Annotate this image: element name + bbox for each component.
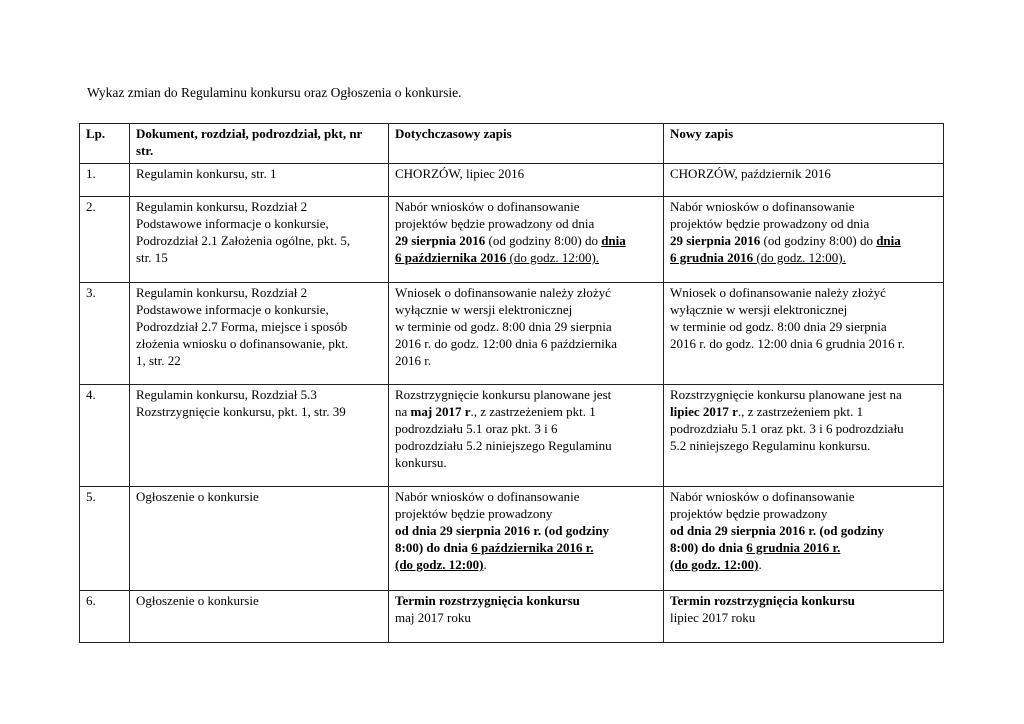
text-run: ., z zastrzeżeniem pkt. 1: [470, 404, 596, 419]
table-row: [80, 283, 944, 385]
old-text-line: [395, 284, 657, 301]
document-line: Regulamin konkursu, str. 1: [136, 166, 277, 181]
text-run: Nabór wniosków o dofinansowanie: [670, 489, 855, 504]
text-run: (od godziny 8:00) do: [760, 233, 877, 248]
text-run: 6 października 2016: [395, 250, 507, 265]
old-text-line: [395, 488, 657, 505]
text-run: 6 października 2016 r.: [471, 540, 594, 555]
document-line: Ogłoszenie o konkursie: [136, 593, 259, 608]
text-run: Nabór wniosków o dofinansowanie: [395, 489, 580, 504]
text-run: dnia: [601, 233, 626, 248]
cell-document: [130, 591, 389, 643]
text-run: Nabór wniosków o dofinansowanie: [670, 199, 855, 214]
text-run: 2016 r. do godz. 12:00 dnia 6 grudnia 2016 r.: [670, 336, 905, 351]
document-line: Ogłoszenie o konkursie: [136, 489, 259, 504]
text-run: projektów będzie prowadzony: [670, 506, 828, 521]
text-run: (do godz. 12:00).: [753, 250, 846, 265]
new-text-line: [670, 386, 937, 403]
new-text-line: [670, 198, 937, 215]
text-run: Wniosek o dofinansowanie należy złożyć: [670, 285, 886, 300]
new-text-line: [670, 522, 937, 539]
document-line: Regulamin konkursu, Rozdział 5.3: [136, 387, 317, 402]
table-row: [80, 385, 944, 487]
new-text-line: [670, 215, 937, 232]
text-run: podrozdziału 5.2 niniejszego Regulaminu: [395, 438, 612, 453]
old-text-line: [395, 539, 657, 556]
text-run: .: [758, 557, 762, 572]
cell-old-text: [389, 164, 664, 197]
old-text-line: [395, 318, 657, 335]
header-old-text: Dotychczasowy zapis: [389, 124, 664, 164]
old-text-line: [395, 165, 657, 182]
cell-lp: 3.: [80, 283, 130, 385]
old-text-line: [395, 609, 657, 626]
cell-new-text: [664, 283, 944, 385]
new-text-line: [670, 505, 937, 522]
cell-old-text: [389, 283, 664, 385]
new-text-line: [670, 437, 937, 454]
document-line: Rozstrzygnięcie konkursu, pkt. 1, str. 39: [136, 404, 346, 419]
old-text-line: [395, 454, 657, 471]
cell-old-text: [389, 197, 664, 283]
text-run: Nabór wniosków o dofinansowanie: [395, 199, 580, 214]
document-line: Podrozdział 2.1 Założenia ogólne, pkt. 5,: [136, 233, 351, 248]
old-text-line: [395, 420, 657, 437]
new-text-line: [670, 420, 937, 437]
cell-new-text: [664, 487, 944, 591]
old-text-line: [395, 522, 657, 539]
text-run: projektów będzie prowadzony od dnia: [670, 216, 870, 231]
text-run: Rozstrzygnięcie konkursu planowane jest na: [670, 387, 902, 402]
text-run: Rozstrzygnięcie konkursu planowane jest: [395, 387, 612, 402]
text-run: dnia: [876, 233, 901, 248]
old-text-line: [395, 505, 657, 522]
text-run: projektów będzie prowadzony od dnia: [395, 216, 595, 231]
new-text-line: [670, 556, 937, 573]
cell-new-text: [664, 385, 944, 487]
old-text-line: [395, 556, 657, 573]
text-run: (do godz. 12:00).: [506, 250, 600, 265]
new-text-line: [670, 232, 937, 249]
document-line: 1, str. 22: [136, 353, 181, 368]
text-run: 8:00) do dnia: [395, 540, 472, 555]
cell-old-text: [389, 487, 664, 591]
old-text-line: [395, 352, 657, 369]
new-text-line: [670, 403, 937, 420]
document-line: Podstawowe informacje o konkursie,: [136, 216, 329, 231]
old-text-line: [395, 249, 657, 266]
text-run: Termin rozstrzygnięcia konkursu: [670, 593, 855, 608]
text-run: 29 sierpnia 2016: [670, 233, 761, 248]
text-run: lipiec 2017 r: [670, 404, 738, 419]
text-run: (do godz. 12:00): [670, 557, 759, 572]
header-document: Dokument, rozdział, podrozdział, pkt, nr str.: [130, 124, 389, 164]
text-run: (do godz. 12:00): [395, 557, 484, 572]
new-text-line: [670, 335, 937, 352]
cell-lp: 4.: [80, 385, 130, 487]
text-run: Wniosek o dofinansowanie należy złożyć: [395, 285, 611, 300]
old-text-line: [395, 232, 657, 249]
old-text-line: [395, 335, 657, 352]
text-run: od dnia 29 sierpnia 2016 r. (od godziny: [395, 523, 610, 538]
table-header-row: [80, 124, 944, 164]
cell-document: [130, 283, 389, 385]
text-run: na: [395, 404, 411, 419]
document-line: Regulamin konkursu, Rozdział 2: [136, 199, 308, 214]
old-text-line: [395, 198, 657, 215]
table-row: [80, 591, 944, 643]
new-text-line: [670, 539, 937, 556]
text-run: 2016 r. do godz. 12:00 dnia 6 października: [395, 336, 618, 351]
text-run: od dnia 29 sierpnia 2016 r. (od godziny: [670, 523, 885, 538]
new-text-line: [670, 488, 937, 505]
document-line: Regulamin konkursu, Rozdział 2: [136, 285, 308, 300]
text-run: .: [483, 557, 487, 572]
text-run: Termin rozstrzygnięcia konkursu: [395, 593, 580, 608]
cell-new-text: [664, 591, 944, 643]
new-text-line: [670, 284, 937, 301]
new-text-line: [670, 165, 937, 182]
text-run: CHORZÓW, lipiec 2016: [395, 166, 525, 181]
old-text-line: [395, 301, 657, 318]
table-row: [80, 487, 944, 591]
new-text-line: [670, 249, 937, 266]
text-run: 8:00) do dnia: [670, 540, 747, 555]
cell-document: [130, 197, 389, 283]
text-run: w terminie od godz. 8:00 dnia 29 sierpnia: [395, 319, 612, 334]
table-body: [80, 164, 944, 643]
cell-lp: 6.: [80, 591, 130, 643]
text-run: 6 grudnia 2016 r.: [746, 540, 841, 555]
document-line: Podstawowe informacje o konkursie,: [136, 302, 329, 317]
document-line: złożenia wniosku o dofinansowanie, pkt.: [136, 336, 349, 351]
header-lp: Lp.: [80, 124, 130, 164]
cell-new-text: [664, 197, 944, 283]
new-text-line: [670, 318, 937, 335]
old-text-line: [395, 592, 657, 609]
text-run: ., z zastrzeżeniem pkt. 1: [737, 404, 864, 419]
text-run: CHORZÓW, październik 2016: [670, 166, 831, 181]
old-text-line: [395, 437, 657, 454]
text-run: wyłącznie w wersji elektronicznej: [670, 302, 848, 317]
text-run: maj 2017 r: [410, 404, 471, 419]
old-text-line: [395, 386, 657, 403]
document-line: Podrozdział 2.7 Forma, miejsce i sposób: [136, 319, 348, 334]
table-row: [80, 197, 944, 283]
text-run: maj 2017 roku: [395, 610, 471, 625]
text-run: projektów będzie prowadzony: [395, 506, 553, 521]
text-run: podrozdziału 5.1 oraz pkt. 3 i 6: [395, 421, 558, 436]
cell-lp: 5.: [80, 487, 130, 591]
header-new-text: Nowy zapis: [664, 124, 944, 164]
document-line: str. 15: [136, 250, 168, 265]
cell-lp: 2.: [80, 197, 130, 283]
page-title: Wykaz zmian do Regulaminu konkursu oraz Ogłoszenia o konkursie.: [87, 85, 462, 100]
cell-new-text: [664, 164, 944, 197]
text-run: konkursu.: [395, 455, 447, 470]
text-run: w terminie od godz. 8:00 dnia 29 sierpnia: [670, 319, 887, 334]
cell-old-text: [389, 591, 664, 643]
cell-document: [130, 385, 389, 487]
table-row: [80, 164, 944, 197]
new-text-line: [670, 301, 937, 318]
cell-document: [130, 164, 389, 197]
text-run: 5.2 niniejszego Regulaminu konkursu.: [670, 438, 871, 453]
cell-document: [130, 487, 389, 591]
cell-lp: 1.: [80, 164, 130, 197]
old-text-line: [395, 403, 657, 420]
text-run: 6 grudnia 2016: [670, 250, 754, 265]
new-text-line: [670, 609, 937, 626]
text-run: podrozdziału 5.1 oraz pkt. 3 i 6 podrozdziału: [670, 421, 904, 436]
cell-old-text: [389, 385, 664, 487]
text-run: 2016 r.: [395, 353, 432, 368]
text-run: 29 sierpnia 2016: [395, 233, 486, 248]
text-run: (od godziny 8:00) do: [485, 233, 602, 248]
new-text-line: [670, 592, 937, 609]
text-run: wyłącznie w wersji elektronicznej: [395, 302, 573, 317]
text-run: lipiec 2017 roku: [670, 610, 756, 625]
old-text-line: [395, 215, 657, 232]
changes-table: [79, 123, 944, 643]
